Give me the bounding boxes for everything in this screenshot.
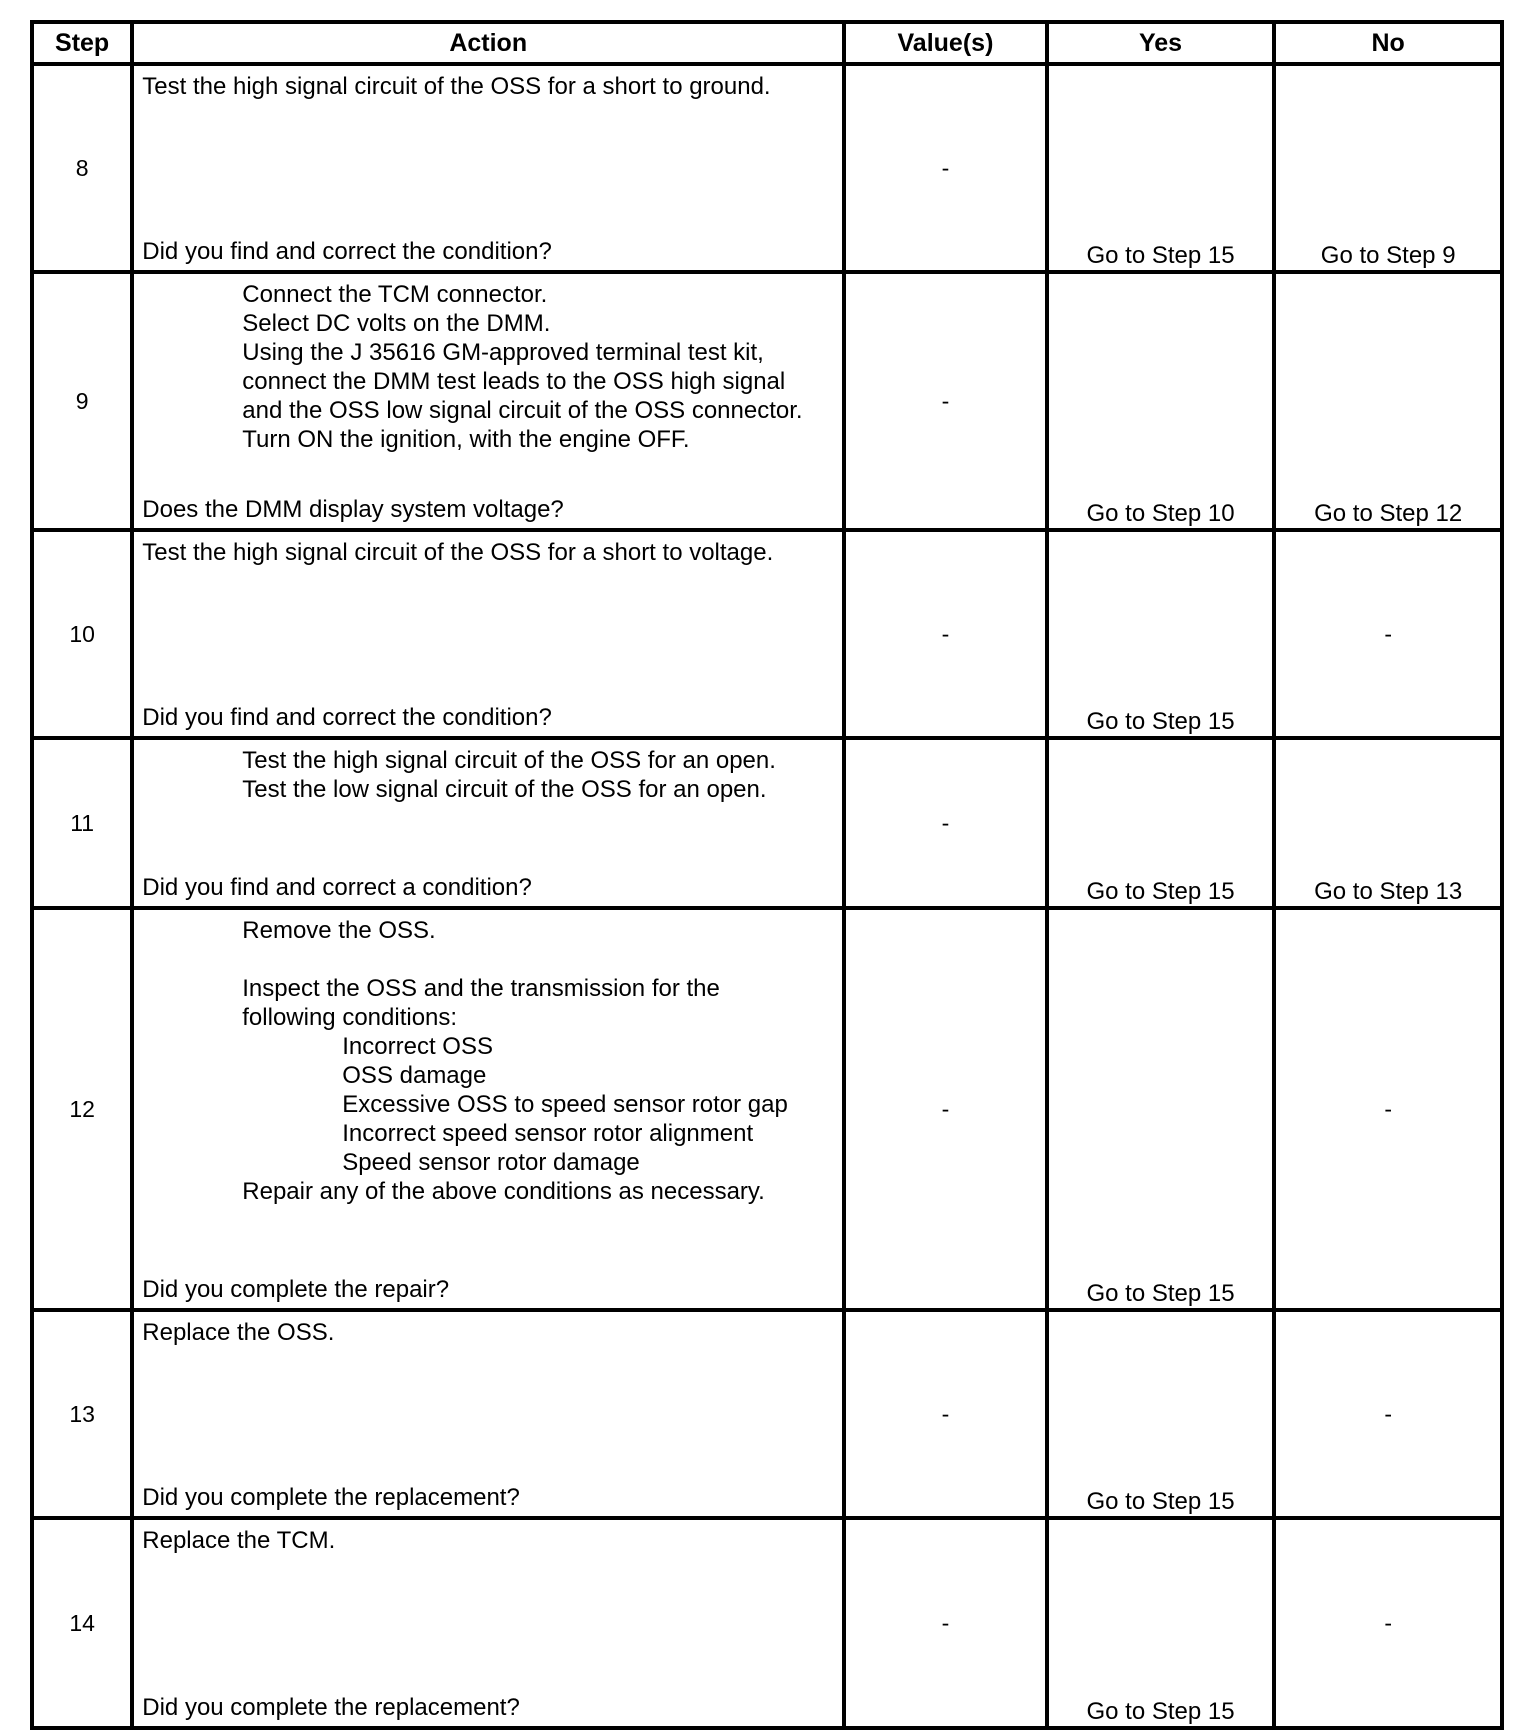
yes-cell: Go to Step 15	[1047, 908, 1275, 1310]
step-number: 12	[32, 908, 132, 1310]
action-line: Test the high signal circuit of the OSS for a short to ground.	[142, 73, 771, 100]
header-no: No	[1274, 22, 1502, 64]
value-cell: -	[844, 272, 1047, 530]
header-action: Action	[132, 22, 844, 64]
action-line: Using the J 35616 GM-approved terminal test kit,	[242, 339, 764, 366]
yes-cell: Go to Step 15	[1047, 1518, 1275, 1728]
action-line: Repair any of the above conditions as necessary.	[242, 1178, 765, 1205]
table-row-step-10	[32, 530, 1502, 738]
value-cell: -	[844, 738, 1047, 908]
table-row-step-11	[32, 738, 1502, 908]
action-cell	[132, 530, 844, 738]
action-cell	[132, 64, 844, 272]
table-row-step-12	[32, 908, 1502, 1310]
step-number: 9	[32, 272, 132, 530]
action-question: Did you find and correct the condition?	[142, 704, 552, 731]
action-line: Test the high signal circuit of the OSS for a short to voltage.	[142, 539, 774, 566]
action-cell	[132, 1310, 844, 1518]
diagnostic-table	[30, 20, 1504, 1730]
yes-cell: Go to Step 15	[1047, 738, 1275, 908]
header-row	[32, 22, 1502, 64]
condition-item: Incorrect speed sensor rotor alignment	[342, 1120, 754, 1147]
table-row-step-8	[32, 64, 1502, 272]
action-cell	[132, 738, 844, 908]
action-line: Remove the OSS.	[242, 917, 436, 944]
action-cell	[132, 1518, 844, 1728]
step-number: 10	[32, 530, 132, 738]
action-line: Test the high signal circuit of the OSS for an open.	[242, 747, 776, 774]
action-line: Select DC volts on the DMM.	[242, 310, 551, 337]
action-cell	[132, 908, 844, 1310]
action-line: Connect the TCM connector.	[242, 281, 548, 308]
yes-cell: Go to Step 15	[1047, 530, 1275, 738]
action-question: Does the DMM display system voltage?	[142, 496, 564, 523]
value-cell: -	[844, 908, 1047, 1310]
table-row-step-14	[32, 1518, 1502, 1728]
header-yes: Yes	[1047, 22, 1275, 64]
value-cell: -	[844, 1518, 1047, 1728]
action-line: Turn ON the ignition, with the engine OFF.	[242, 426, 690, 453]
action-question: Did you complete the repair?	[142, 1276, 450, 1303]
value-cell: -	[844, 1310, 1047, 1518]
yes-cell: Go to Step 15	[1047, 1310, 1275, 1518]
value-cell: -	[844, 530, 1047, 738]
condition-item: OSS damage	[342, 1062, 487, 1089]
action-cell	[132, 272, 844, 530]
yes-cell: Go to Step 10	[1047, 272, 1275, 530]
action-question: Did you find and correct the condition?	[142, 238, 552, 265]
step-number: 8	[32, 64, 132, 272]
action-question: Did you find and correct a condition?	[142, 874, 532, 901]
action-line: following conditions:	[242, 1004, 458, 1031]
table-row-step-13	[32, 1310, 1502, 1518]
action-line: Replace the TCM.	[142, 1527, 336, 1554]
step-number: 11	[32, 738, 132, 908]
table-row-step-9	[32, 272, 1502, 530]
header-values: Value(s)	[844, 22, 1047, 64]
step-number: 13	[32, 1310, 132, 1518]
action-line: Test the low signal circuit of the OSS for an open.	[242, 776, 767, 803]
no-cell: -	[1274, 1518, 1502, 1728]
action-question: Did you complete the replacement?	[142, 1484, 520, 1511]
no-cell: -	[1274, 908, 1502, 1310]
no-cell: Go to Step 12	[1274, 272, 1502, 530]
no-cell: Go to Step 9	[1274, 64, 1502, 272]
step-number: 14	[32, 1518, 132, 1728]
condition-item: Speed sensor rotor damage	[342, 1149, 640, 1176]
no-cell: Go to Step 13	[1274, 738, 1502, 908]
action-line: Replace the OSS.	[142, 1319, 335, 1346]
action-question: Did you complete the replacement?	[142, 1694, 520, 1721]
condition-item: Incorrect OSS	[342, 1033, 493, 1060]
condition-item: Excessive OSS to speed sensor rotor gap	[342, 1091, 788, 1118]
action-line: connect the DMM test leads to the OSS high signal	[242, 368, 786, 395]
header-step: Step	[32, 22, 132, 64]
value-cell: -	[844, 64, 1047, 272]
action-line: and the OSS low signal circuit of the OSS connector.	[242, 397, 803, 424]
action-line-blank	[142, 945, 834, 974]
no-cell: -	[1274, 530, 1502, 738]
yes-cell: Go to Step 15	[1047, 64, 1275, 272]
no-cell: -	[1274, 1310, 1502, 1518]
action-line: Inspect the OSS and the transmission for the	[242, 975, 720, 1002]
